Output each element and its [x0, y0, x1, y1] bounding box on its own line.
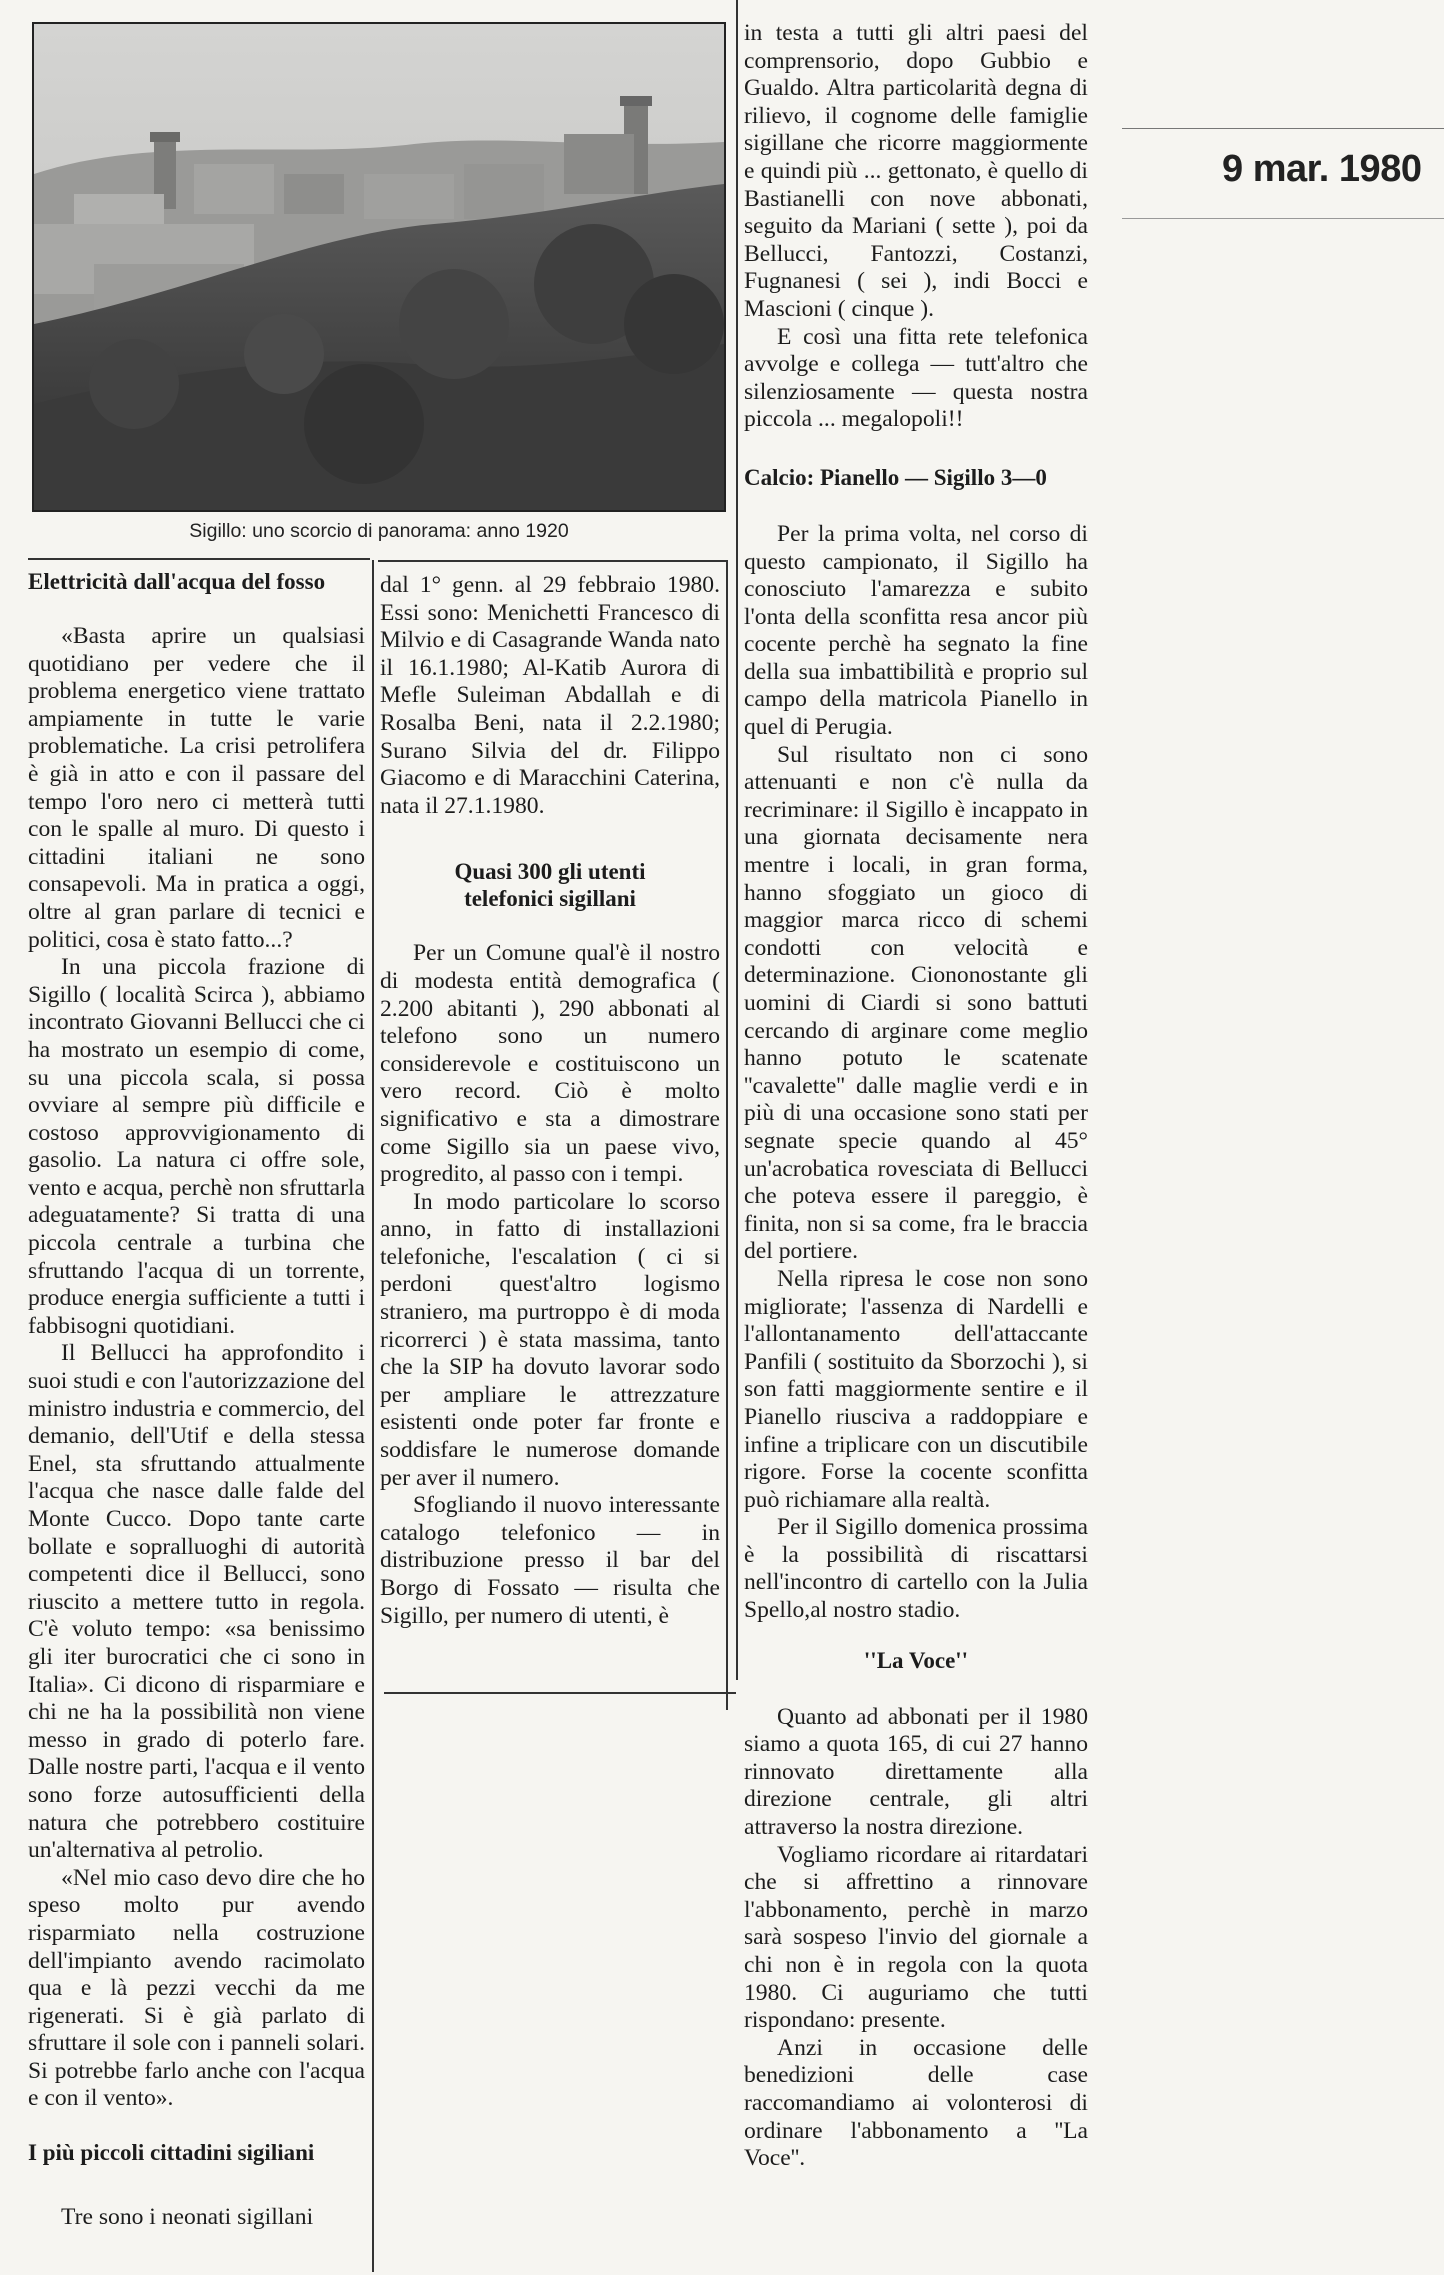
article-heading: ''La Voce'': [863, 1647, 969, 1673]
paragraph: Anzi in occasione delle benedizioni delle case raccomandiamo ai volonterosi di ordinare l'abbonamento a ''La Voce''.: [744, 2034, 1088, 2172]
paragraph: In una piccola frazione di Sigillo ( località Scirca ), abbiamo incontrato Giovanni Bellucci che ci ha mostrato un esempio di come, su una piccola scala, si possa ovviare al sempre più difficile e costoso approvvigionamento di gasolio. La natura ci offre sole, vento e acqua, perchè non sfruttarla adeguatamente? Si tratta di una piccola centrale a turbina che sfruttando l'acqua di un torrente, produce energia sufficiente a tutti i fabbisogni quotidiani.: [28, 954, 365, 1339]
paragraph: In modo particolare lo scorso anno, in fatto di installazioni telefoniche, l'escalation ( ci si perdoni quest'altro logismo straniero, ma purtroppo è di moda ricorrerci ) è stata massima, tanto che la SIP ha dovuto lavorar sodo per ampliare le attrezzature esistenti onde poter far fronte e soddisfare le numerose domande per aver il numero.: [380, 1188, 720, 1491]
article-utenti-continued: [744, 20, 1088, 434]
paragraph: Sfogliando il nuovo interessante catalogo telefonico — in distribuzione presso il bar del Borgo di Fossato — risulta che Sigillo, per numero di utenti, è: [380, 1492, 720, 1629]
panorama-photo: [32, 22, 726, 512]
photo-caption: Sigillo: uno scorcio di panorama: anno 1920: [189, 520, 569, 542]
paragraph: «Nel mio caso devo dire che ho speso molto pur avendo risparmiato nella costruzione dell'impianto avendo racimolato qua e là pezzi vecchi da me rigenerati. Si è già parlato di sfruttare il sole con i panneli solari. Si potrebbe farlo anche con l'acqua e con il vento».: [28, 1864, 365, 2112]
middle-column: [380, 572, 720, 1630]
paragraph: Il Bellucci ha approfondito i suoi studi e con l'autorizzazione del ministro industria e commercio, del demanio, dell'Utif e della stessa Enel, sta sfruttando attualmente l'acqua che nasce dalle falde del Monte Cucco. Dopo tante carte bollate e sopralluoghi di autorità competenti dice il Bellucci, sono riuscito a mettere tutto in regola. C'è voluto tempo: «sa benissimo gli iter burocratici che ci sono in Italia». Ci dicono di risparmiare e chi ne ha la possibilità non viene messo in grado di poterlo fare. Dalle nostre parti, l'acqua e il vento sono forze autosufficienti della natura che potrebbero costituire un'alternativa al petrolio.: [28, 1340, 365, 1864]
paragraph: Per un Comune qual'è il nostro di modesta entità demografica ( 2.200 abitanti ), 290 abbonati al telefono sono un numero considerevole e costituiscono un vero record. Ciò è molto significativo e sta a dimostrare come Sigillo sia un paese vivo, progredito, al passo con i tempi.: [380, 940, 720, 1188]
paragraph: Per la prima volta, nel corso di questo campionato, il Sigillo ha conosciuto l'amarezza e subito l'onta della sconfitta resa ancor più cocente perchè ha segnato la fine della sua imbattibilità e proprio sul campo della matricola Pianello in quel di Perugia.: [744, 520, 1088, 741]
article-heading-line1: Quasi 300 gli utenti: [454, 859, 646, 885]
article-cittadini: [28, 2139, 365, 2232]
article-utenti: [380, 858, 720, 1630]
paragraph: Sul risultato non ci sono attenuanti e non c'è nulla da recriminare: il Sigillo è incappato in una giornata decisamente nera mentre i locali, in gran forma, hanno sfoggiato un gioco di maggior marca ricco di schemi condotti con velocità e determinazione. Ciononostante gli uomini di Ciardi si sono battuti cercando di arginare come meglio hanno potuto le scatenate ''cavalette'' dalle maglie verdi e in più di una occasione sono stati per segnate specie quando al 45° un'acrobatica rovesciata di Bellucci che poteva essere il pareggio, è finita, non si sa come, fra le braccia del portiere.: [744, 741, 1088, 1265]
paragraph: Tre sono i neonati sigillani: [61, 2204, 314, 2231]
paragraph: Per il Sigillo domenica prossima è la possibilità di riscattarsi nell'incontro di cartello con la Julia Spello,al nostro stadio.: [744, 1514, 1088, 1624]
article-heading: Calcio: Pianello — Sigillo 3—0: [744, 464, 1047, 490]
right-column: [744, 20, 1088, 2173]
article-la-voce: [744, 1647, 1088, 2173]
article-cittadini-continued: [380, 572, 720, 820]
article-elettricita: [28, 568, 365, 2113]
article-calcio: [744, 464, 1088, 1625]
paragraph: «Basta aprire un qualsiasi quotidiano per vedere che il problema energetico viene trattato ampiamente in tutte le varie problematiche. La crisi petrolifera è già in atto e con il passare del tempo l'oro nero ci metterà tutti con le spalle al muro. Di questo i cittadini italiani ne sono consapevoli. Ma in pratica a oggi, oltre al gran parlare di tecnici e politici, cosa è stato fatto...?: [28, 623, 365, 953]
paragraph: Quanto ad abbonati per il 1980 siamo a quota 165, di cui 27 hanno rinnovato direttamente alla direzione centrale, gli altri attraverso la nostra direzione.: [744, 1703, 1088, 1841]
left-column: [28, 568, 365, 2232]
date-stamp: 9 mar. 1980: [1222, 148, 1422, 190]
article-heading: Elettricità dall'acqua del fosso: [28, 569, 326, 594]
town-panorama-image: [34, 24, 724, 510]
paragraph: E così una fitta rete telefonica avvolge e collega — tutt'altro che silenziosamente — questa nostra piccola ... megalopoli!!: [744, 323, 1088, 433]
article-heading: I più piccoli cittadini sigiliani: [28, 2140, 315, 2166]
paragraph: Nella ripresa le cose non sono migliorate; l'assenza di Nardelli e l'allontanamento dell'attaccante Panfili ( sostituito da Sborzochi ), si son fatti maggiormente sentire e il Pianello riusciva a raddoppiare e infine a triplicare con un discutibile rigore. Forse la cocente sconfitta può richiamare alla realtà.: [744, 1265, 1088, 1513]
paragraph: dal 1° genn. al 29 febbraio 1980. Essi sono: Menichetti Francesco di Milvio e di Casagrande Wanda nato il 16.1.1980; Al-Katib Aurora di Mefle Suleiman Abdallah e di Rosalba Beni, nata il 2.2.1980; Surano Silvia del dr. Filippo Giacomo e di Maracchini Caterina, nata il 27.1.1980.: [380, 572, 720, 819]
paragraph: in testa a tutti gli altri paesi del comprensorio, dopo Gubbio e Gualdo. Altra particolarità degna di rilievo, il cognome delle famiglie sigillane che ricorre maggiormente e quindi più ... gettonato, è quello di Bastianelli con nove abbonati, seguito da Mariani ( sette ), poi da Bellucci, Fantozzi, Costanzi, Fugnanesi ( sei ), indi Bocci e Mascioni ( cinque ).: [744, 20, 1088, 322]
paragraph: Vogliamo ricordare ai ritardatari che si affrettino a rinnovare l'abbonamento, perchè in marzo sarà sospeso l'invio del giornale a chi non è in regola con la quota 1980. Ci auguriamo che tutti rispondano: presente.: [744, 1841, 1088, 2034]
article-heading-line2: telefonici sigillani: [464, 886, 636, 912]
